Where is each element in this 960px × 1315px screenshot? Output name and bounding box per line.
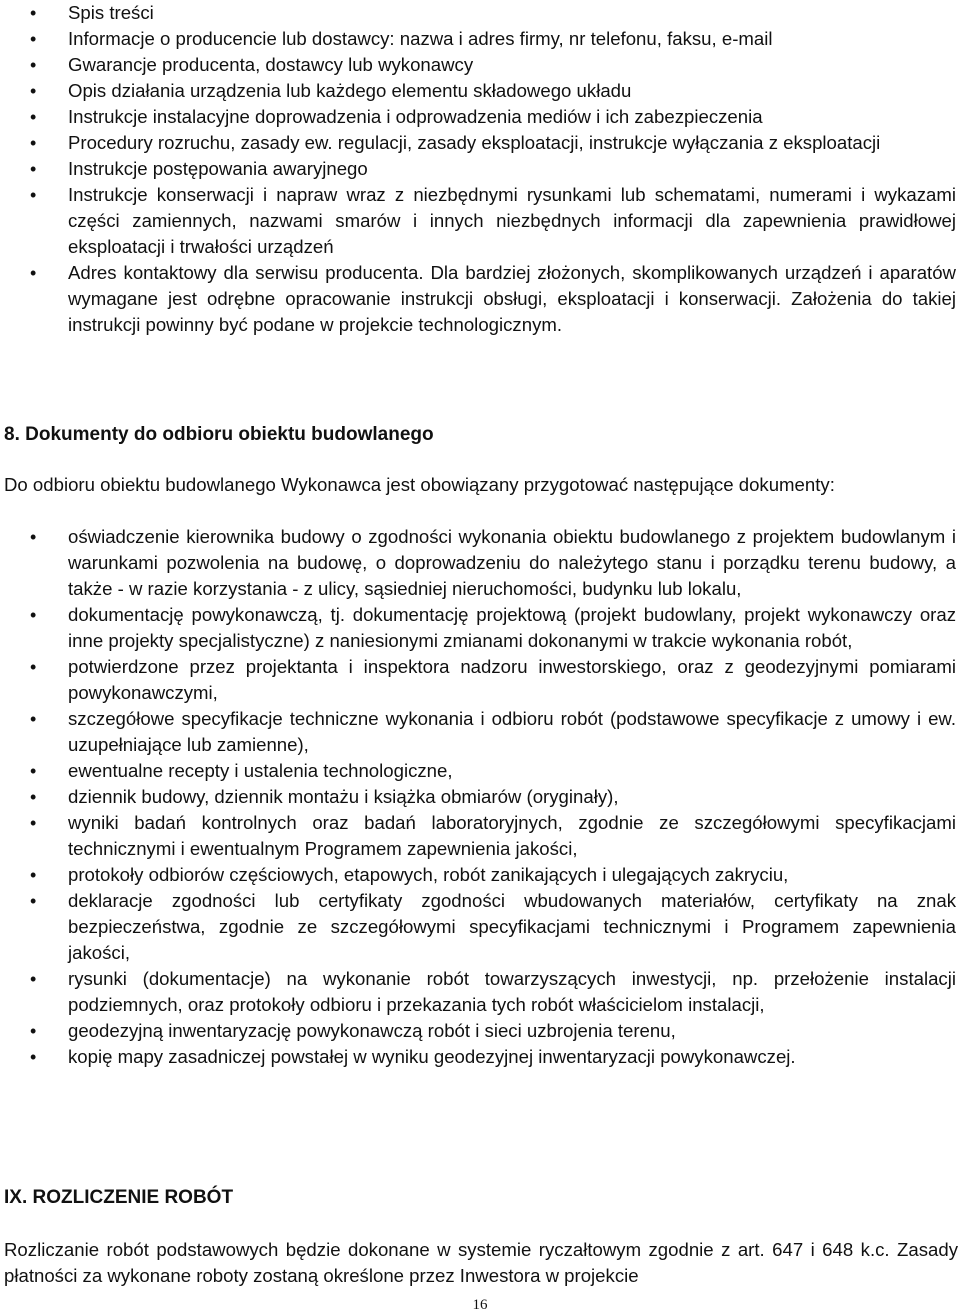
contents-list <box>0 0 958 338</box>
list-item: • dziennik budowy, dziennik montażu i książka obmiarów (oryginały), <box>0 784 958 810</box>
page-number: 16 <box>472 1297 488 1313</box>
list-item: • wyniki badań kontrolnych oraz badań laboratoryjnych, zgodnie ze szczegółowymi specyfikacjami technicznymi i ewentualnym Programem zapewnienia jakości, <box>0 810 958 862</box>
list-item: • Instrukcje postępowania awaryjnego <box>0 156 958 182</box>
list-item: • Procedury rozruchu, zasady ew. regulacji, zasady eksploatacji, instrukcje wyłączania z eksploatacji <box>0 130 958 156</box>
list-item: • Instrukcje instalacyjne doprowadzenia i odprowadzenia mediów i ich zabezpieczenia <box>0 104 958 130</box>
section-8-intro: Do odbioru obiektu budowlanego Wykonawca jest obowiązany przygotować następujące dokumenty: <box>4 474 835 495</box>
list-item: • potwierdzone przez projektanta i inspektora nadzoru inwestorskiego, oraz z geodezyjnymi pomiarami powykonawczymi, <box>0 654 958 706</box>
list-item: • dokumentację powykonawczą, tj. dokumentację projektową (projekt budowlany, projekt wykonawczy oraz inne projekty specjalistyczne) z naniesionymi zmianami dokonanymi w trakcie wykonania robót, <box>0 602 958 654</box>
section-heading-8: 8. Dokumenty do odbioru obiektu budowlanego <box>4 424 434 445</box>
list-item: • Adres kontaktowy dla serwisu producenta. Dla bardziej złożonych, skomplikowanych urządzeń i aparatów wymagane jest odrębne opracowanie instrukcji obsługi, eksploatacji i konserwacji. Założenia do takiej instrukcji powinny być podane w projekcie technologicznym. <box>0 260 958 338</box>
documents-list <box>0 524 958 1070</box>
list-item: • geodezyjną inwentaryzację powykonawczą robót i sieci uzbrojenia terenu, <box>0 1018 958 1044</box>
list-item: • szczegółowe specyfikacje techniczne wykonania i odbioru robót (podstawowe specyfikacje z umowy i ew. uzupełniające lub zamienne), <box>0 706 958 758</box>
list-item: • protokoły odbiorów częściowych, etapowych, robót zanikających i ulegających zakryciu, <box>0 862 958 888</box>
list-item: • Spis treści <box>0 0 958 26</box>
list-item: • rysunki (dokumentacje) na wykonanie robót towarzyszących inwestycji, np. przełożenie instalacji podziemnych, oraz protokoły odbioru i przekazania tych robót właścicielom instalacji, <box>0 966 958 1018</box>
section-heading-9: IX. ROZLICZENIE ROBÓT <box>4 1187 234 1208</box>
list-item: • Instrukcje konserwacji i napraw wraz z niezbędnymi rysunkami lub schematami, numerami i wykazami części zamiennych, nazwami smarów i innych niezbędnych informacji dla zapewnienia prawidłowej eksploatacji i trwałości urządzeń <box>0 182 958 260</box>
list-item: • Opis działania urządzenia lub każdego elementu składowego układu <box>0 78 958 104</box>
list-item: • deklaracje zgodności lub certyfikaty zgodności wbudowanych materiałów, certyfikaty na znak bezpieczeństwa, zgodnie ze szczegółowymi specyfikacjami technicznymi i Programem zapewnienia jakości, <box>0 888 958 966</box>
list-item: • oświadczenie kierownika budowy o zgodności wykonania obiektu budowlanego z projektem budowlanym i warunkami pozwolenia na budowę, o doprowadzeniu do należytego stanu i porządku terenu budowy, a także - w razie korzystania - z ulicy, sąsiedniej nieruchomości, budynku lub lokalu, <box>0 524 958 602</box>
list-item: • Informacje o producencie lub dostawcy: nazwa i adres firmy, nr telefonu, faksu, e-mail <box>0 26 958 52</box>
list-item: • ewentualne recepty i ustalenia technologiczne, <box>0 758 958 784</box>
section-9-text: Rozliczanie robót podstawowych będzie dokonane w systemie ryczałtowym zgodnie z art. 647 i 648 k.c. Zasady płatności za wykonane roboty zostaną określone przez Inwestora w projekcie <box>4 1239 958 1286</box>
list-item: • kopię mapy zasadniczej powstałej w wyniku geodezyjnej inwentaryzacji powykonawczej. <box>0 1044 958 1070</box>
list-item: • Gwarancje producenta, dostawcy lub wykonawcy <box>0 52 958 78</box>
